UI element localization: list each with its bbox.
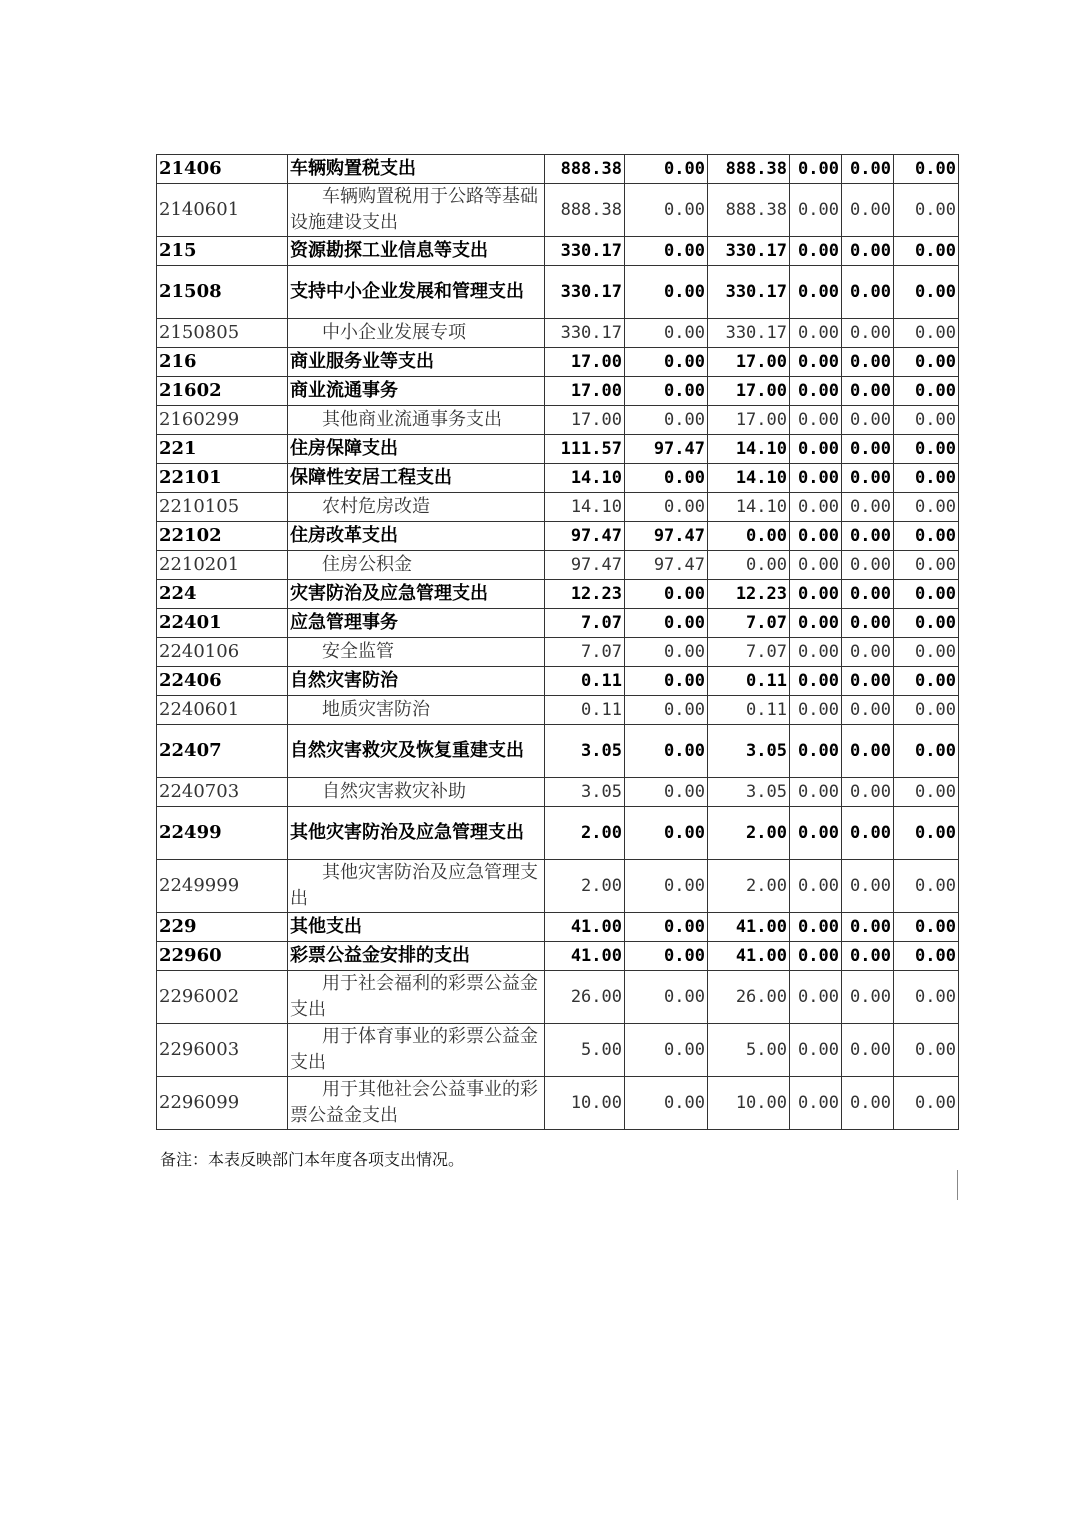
row-col4: 0.00 (790, 725, 842, 778)
table-row (157, 266, 959, 319)
row-col6: 0.00 (894, 667, 959, 696)
row-col6: 0.00 (894, 522, 959, 551)
row-col5: 0.00 (842, 155, 894, 184)
row-project: 330.17 (708, 319, 790, 348)
row-total: 888.38 (545, 184, 625, 237)
row-basic: 0.00 (625, 807, 708, 860)
row-code: 221 (157, 435, 288, 464)
table-row (157, 860, 959, 913)
table-row (157, 609, 959, 638)
table-row (157, 778, 959, 807)
row-total: 10.00 (545, 1077, 625, 1130)
row-basic: 0.00 (625, 1024, 708, 1077)
table-row (157, 971, 959, 1024)
row-project: 17.00 (708, 377, 790, 406)
table-row (157, 551, 959, 580)
row-col4: 0.00 (790, 860, 842, 913)
row-total: 330.17 (545, 319, 625, 348)
row-total: 3.05 (545, 725, 625, 778)
row-col6: 0.00 (894, 348, 959, 377)
table-row (157, 522, 959, 551)
row-total: 17.00 (545, 348, 625, 377)
table-row (157, 667, 959, 696)
row-name: 住房公积金 (288, 551, 545, 580)
row-col5: 0.00 (842, 725, 894, 778)
row-project: 14.10 (708, 435, 790, 464)
row-total: 17.00 (545, 406, 625, 435)
table-row (157, 807, 959, 860)
table-row (157, 155, 959, 184)
row-code: 2240601 (157, 696, 288, 725)
row-col4: 0.00 (790, 1077, 842, 1130)
row-name: 用于体育事业的彩票公益金支出 (288, 1024, 545, 1077)
row-project: 26.00 (708, 971, 790, 1024)
row-code: 21508 (157, 266, 288, 319)
row-name: 应急管理事务 (288, 609, 545, 638)
row-total: 0.11 (545, 696, 625, 725)
row-basic: 0.00 (625, 638, 708, 667)
row-col5: 0.00 (842, 435, 894, 464)
row-col6: 0.00 (894, 155, 959, 184)
row-basic: 0.00 (625, 493, 708, 522)
row-col6: 0.00 (894, 778, 959, 807)
row-basic: 0.00 (625, 237, 708, 266)
table-row (157, 184, 959, 237)
row-col5: 0.00 (842, 807, 894, 860)
row-project: 5.00 (708, 1024, 790, 1077)
row-total: 3.05 (545, 778, 625, 807)
row-col5: 0.00 (842, 913, 894, 942)
row-col5: 0.00 (842, 1024, 894, 1077)
row-basic: 0.00 (625, 971, 708, 1024)
table-row (157, 435, 959, 464)
row-code: 22960 (157, 942, 288, 971)
row-total: 5.00 (545, 1024, 625, 1077)
table-row (157, 493, 959, 522)
row-project: 7.07 (708, 609, 790, 638)
row-col5: 0.00 (842, 971, 894, 1024)
row-col4: 0.00 (790, 522, 842, 551)
row-basic: 0.00 (625, 266, 708, 319)
row-col5: 0.00 (842, 696, 894, 725)
row-project: 7.07 (708, 638, 790, 667)
row-code: 22406 (157, 667, 288, 696)
row-col6: 0.00 (894, 638, 959, 667)
row-col6: 0.00 (894, 464, 959, 493)
row-col5: 0.00 (842, 860, 894, 913)
row-name: 其他灾害防治及应急管理支出 (288, 860, 545, 913)
row-col6: 0.00 (894, 184, 959, 237)
row-total: 7.07 (545, 638, 625, 667)
row-col5: 0.00 (842, 184, 894, 237)
row-basic: 0.00 (625, 696, 708, 725)
row-code: 215 (157, 237, 288, 266)
row-col4: 0.00 (790, 435, 842, 464)
row-name: 商业流通事务 (288, 377, 545, 406)
row-total: 26.00 (545, 971, 625, 1024)
row-project: 12.23 (708, 580, 790, 609)
row-code: 2210201 (157, 551, 288, 580)
row-code: 2249999 (157, 860, 288, 913)
row-project: 17.00 (708, 406, 790, 435)
row-name: 车辆购置税支出 (288, 155, 545, 184)
row-total: 41.00 (545, 942, 625, 971)
row-col6: 0.00 (894, 580, 959, 609)
row-basic: 97.47 (625, 522, 708, 551)
row-col4: 0.00 (790, 696, 842, 725)
row-basic: 0.00 (625, 464, 708, 493)
row-col5: 0.00 (842, 377, 894, 406)
row-col5: 0.00 (842, 522, 894, 551)
row-total: 330.17 (545, 266, 625, 319)
row-col6: 0.00 (894, 377, 959, 406)
row-col6: 0.00 (894, 237, 959, 266)
row-col5: 0.00 (842, 638, 894, 667)
row-col5: 0.00 (842, 319, 894, 348)
row-name: 支持中小企业发展和管理支出 (288, 266, 545, 319)
row-col4: 0.00 (790, 942, 842, 971)
row-project: 17.00 (708, 348, 790, 377)
row-name: 彩票公益金安排的支出 (288, 942, 545, 971)
row-project: 330.17 (708, 266, 790, 319)
row-code: 22101 (157, 464, 288, 493)
row-code: 21406 (157, 155, 288, 184)
row-basic: 0.00 (625, 406, 708, 435)
row-code: 2296099 (157, 1077, 288, 1130)
row-basic: 0.00 (625, 609, 708, 638)
row-total: 14.10 (545, 493, 625, 522)
row-col6: 0.00 (894, 807, 959, 860)
row-col4: 0.00 (790, 266, 842, 319)
row-code: 216 (157, 348, 288, 377)
row-code: 22499 (157, 807, 288, 860)
row-col4: 0.00 (790, 609, 842, 638)
row-col6: 0.00 (894, 551, 959, 580)
row-col6: 0.00 (894, 435, 959, 464)
row-basic: 0.00 (625, 942, 708, 971)
row-project: 0.00 (708, 551, 790, 580)
table-row (157, 237, 959, 266)
row-name: 商业服务业等支出 (288, 348, 545, 377)
table-row (157, 1024, 959, 1077)
row-project: 888.38 (708, 184, 790, 237)
row-project: 0.00 (708, 522, 790, 551)
row-basic: 0.00 (625, 667, 708, 696)
row-col6: 0.00 (894, 493, 959, 522)
row-basic: 0.00 (625, 184, 708, 237)
row-col4: 0.00 (790, 1024, 842, 1077)
row-total: 14.10 (545, 464, 625, 493)
row-project: 3.05 (708, 725, 790, 778)
row-col5: 0.00 (842, 266, 894, 319)
row-total: 0.11 (545, 667, 625, 696)
row-col4: 0.00 (790, 913, 842, 942)
row-project: 3.05 (708, 778, 790, 807)
row-col5: 0.00 (842, 609, 894, 638)
expenditure-table (156, 154, 959, 1130)
row-name: 住房保障支出 (288, 435, 545, 464)
row-basic: 0.00 (625, 1077, 708, 1130)
row-col4: 0.00 (790, 184, 842, 237)
row-project: 14.10 (708, 493, 790, 522)
table-row (157, 319, 959, 348)
row-col6: 0.00 (894, 860, 959, 913)
row-total: 330.17 (545, 237, 625, 266)
row-name: 中小企业发展专项 (288, 319, 545, 348)
row-code: 2210105 (157, 493, 288, 522)
row-code: 22401 (157, 609, 288, 638)
row-total: 97.47 (545, 522, 625, 551)
row-basic: 0.00 (625, 913, 708, 942)
row-project: 41.00 (708, 942, 790, 971)
row-name: 资源勘探工业信息等支出 (288, 237, 545, 266)
row-project: 10.00 (708, 1077, 790, 1130)
row-name: 其他商业流通事务支出 (288, 406, 545, 435)
row-basic: 0.00 (625, 580, 708, 609)
row-basic: 0.00 (625, 778, 708, 807)
table-row (157, 696, 959, 725)
row-col5: 0.00 (842, 237, 894, 266)
row-col4: 0.00 (790, 406, 842, 435)
footnote: 备注：本表反映部门本年度各项支出情况。 (160, 1150, 465, 1169)
row-code: 224 (157, 580, 288, 609)
row-project: 2.00 (708, 860, 790, 913)
row-col6: 0.00 (894, 696, 959, 725)
row-col5: 0.00 (842, 551, 894, 580)
row-code: 2150805 (157, 319, 288, 348)
table-row (157, 377, 959, 406)
table-row (157, 942, 959, 971)
row-project: 41.00 (708, 913, 790, 942)
row-col4: 0.00 (790, 807, 842, 860)
row-col5: 0.00 (842, 1077, 894, 1130)
row-col5: 0.00 (842, 406, 894, 435)
row-col5: 0.00 (842, 778, 894, 807)
row-code: 229 (157, 913, 288, 942)
table-row (157, 580, 959, 609)
row-name: 自然灾害防治 (288, 667, 545, 696)
row-project: 0.11 (708, 696, 790, 725)
row-name: 住房改革支出 (288, 522, 545, 551)
row-name: 自然灾害救灾补助 (288, 778, 545, 807)
row-col4: 0.00 (790, 778, 842, 807)
row-name: 其他支出 (288, 913, 545, 942)
row-code: 2296002 (157, 971, 288, 1024)
table-row (157, 406, 959, 435)
row-code: 2296003 (157, 1024, 288, 1077)
row-name: 用于其他社会公益事业的彩票公益金支出 (288, 1077, 545, 1130)
row-col4: 0.00 (790, 348, 842, 377)
row-col4: 0.00 (790, 319, 842, 348)
row-name: 地质灾害防治 (288, 696, 545, 725)
table-row (157, 725, 959, 778)
row-total: 17.00 (545, 377, 625, 406)
row-total: 41.00 (545, 913, 625, 942)
table-row (157, 464, 959, 493)
row-basic: 97.47 (625, 435, 708, 464)
row-name: 保障性安居工程支出 (288, 464, 545, 493)
row-basic: 0.00 (625, 155, 708, 184)
table-body (157, 155, 959, 1130)
row-total: 97.47 (545, 551, 625, 580)
row-project: 888.38 (708, 155, 790, 184)
row-code: 2240703 (157, 778, 288, 807)
row-col4: 0.00 (790, 155, 842, 184)
row-col6: 0.00 (894, 725, 959, 778)
row-col4: 0.00 (790, 971, 842, 1024)
row-col4: 0.00 (790, 667, 842, 696)
row-basic: 0.00 (625, 725, 708, 778)
table-row (157, 348, 959, 377)
row-project: 14.10 (708, 464, 790, 493)
row-col5: 0.00 (842, 667, 894, 696)
row-code: 2240106 (157, 638, 288, 667)
row-col5: 0.00 (842, 493, 894, 522)
row-code: 2140601 (157, 184, 288, 237)
row-col5: 0.00 (842, 464, 894, 493)
row-col4: 0.00 (790, 377, 842, 406)
row-col6: 0.00 (894, 971, 959, 1024)
row-name: 其他灾害防治及应急管理支出 (288, 807, 545, 860)
row-col5: 0.00 (842, 580, 894, 609)
row-code: 22102 (157, 522, 288, 551)
row-col6: 0.00 (894, 942, 959, 971)
row-col4: 0.00 (790, 551, 842, 580)
row-name: 车辆购置税用于公路等基础设施建设支出 (288, 184, 545, 237)
row-col6: 0.00 (894, 319, 959, 348)
row-basic: 0.00 (625, 348, 708, 377)
table-row (157, 913, 959, 942)
margin-mark (957, 1170, 958, 1200)
row-total: 12.23 (545, 580, 625, 609)
row-project: 0.11 (708, 667, 790, 696)
row-col4: 0.00 (790, 638, 842, 667)
row-basic: 97.47 (625, 551, 708, 580)
row-col5: 0.00 (842, 942, 894, 971)
row-total: 111.57 (545, 435, 625, 464)
row-col6: 0.00 (894, 1024, 959, 1077)
row-col6: 0.00 (894, 406, 959, 435)
row-col5: 0.00 (842, 348, 894, 377)
row-col6: 0.00 (894, 1077, 959, 1130)
table-row (157, 638, 959, 667)
row-project: 2.00 (708, 807, 790, 860)
row-project: 330.17 (708, 237, 790, 266)
row-col6: 0.00 (894, 609, 959, 638)
row-code: 21602 (157, 377, 288, 406)
row-total: 888.38 (545, 155, 625, 184)
row-name: 自然灾害救灾及恢复重建支出 (288, 725, 545, 778)
row-total: 2.00 (545, 860, 625, 913)
row-col4: 0.00 (790, 237, 842, 266)
row-name: 灾害防治及应急管理支出 (288, 580, 545, 609)
row-code: 2160299 (157, 406, 288, 435)
row-col4: 0.00 (790, 464, 842, 493)
row-basic: 0.00 (625, 319, 708, 348)
row-col6: 0.00 (894, 266, 959, 319)
row-name: 安全监管 (288, 638, 545, 667)
row-basic: 0.00 (625, 860, 708, 913)
row-name: 农村危房改造 (288, 493, 545, 522)
row-total: 7.07 (545, 609, 625, 638)
row-basic: 0.00 (625, 377, 708, 406)
row-code: 22407 (157, 725, 288, 778)
table-row (157, 1077, 959, 1130)
row-col6: 0.00 (894, 913, 959, 942)
row-col4: 0.00 (790, 580, 842, 609)
row-name: 用于社会福利的彩票公益金支出 (288, 971, 545, 1024)
row-total: 2.00 (545, 807, 625, 860)
row-col4: 0.00 (790, 493, 842, 522)
